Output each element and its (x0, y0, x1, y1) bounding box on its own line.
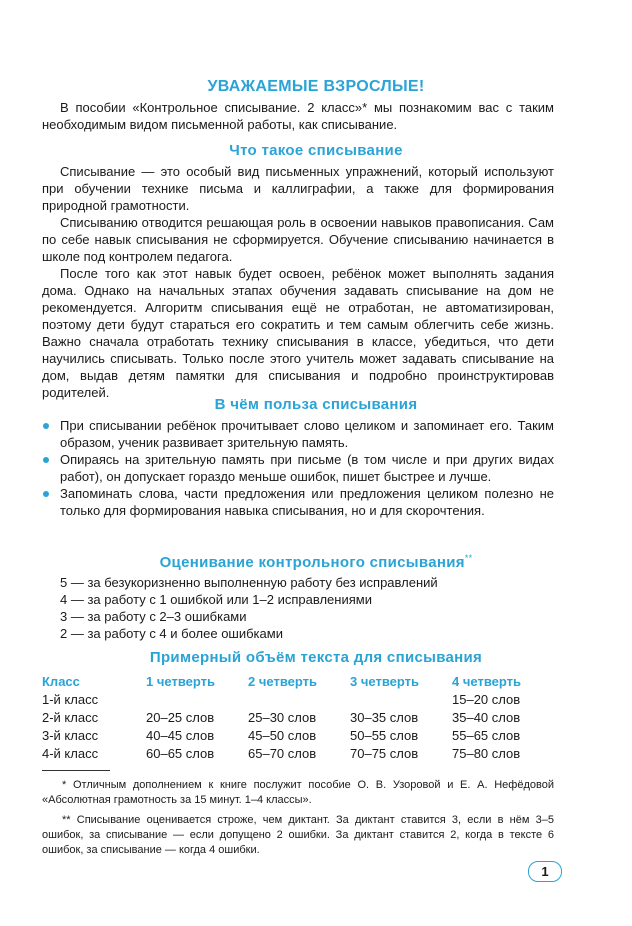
intro-paragraph: В пособии «Контрольное списывание. 2 класс»* мы познакомим вас с таким необходимым видом письменной работы, как списывание. (42, 100, 554, 132)
table-cell: 45–50 слов (248, 727, 317, 743)
section-what-text (42, 163, 554, 401)
column-header: Класс (42, 673, 80, 689)
footnote: * Отличным дополнением к книге послужит пособие О. В. Узоровой и Е. А. Нефёдовой «Абсолютная грамотность за 15 минут. 1–4 классы». (42, 779, 554, 806)
page-title: УВАЖАЕМЫЕ ВЗРОСЛЫЕ! (207, 78, 425, 95)
benefit-list (60, 417, 554, 519)
list-item: Опираясь на зрительную память при письме (в том числе и при других видах работ), он допускает гораздо меньше ошибок, пишет быстрее и лучше. (60, 451, 554, 485)
section-heading-volume: Примерный объём текста для списывания (149, 649, 483, 666)
table-header-row (42, 672, 552, 690)
paragraph: Списывание — это особый вид письменных упражнений, который используют при обучении технике письма и каллиграфии, а также для формирования природной грамотности. (42, 164, 554, 213)
paragraph: После того как этот навык будет освоен, ребёнок может выполнять задания дома. Однако на начальных этапах обучения задавать списывание на дом не рекомендуется. Алгоритм списывания ещё не отработан, не автоматизирован, поэтому дети будут стараться его сократить и тем самым облегчить себе жизнь. Важно сначала отработать технику списывания в классе, убедиться, что дети научились списывать. Только после этого учитель может задавать списывание на дом, выдав детям памятки для списывания и подробно проинструктировав родителей. (42, 266, 554, 400)
list-item: При списывании ребёнок прочитывает слово целиком и запоминает его. Таким образом, ученик развивает зрительную память. (60, 417, 554, 451)
column-header: 3 четверть (350, 673, 419, 689)
footnote-mark: ** (464, 553, 473, 563)
table-cell (146, 690, 248, 708)
section-heading-benefit: В чём польза списывания (214, 396, 418, 413)
table-cell: 60–65 слов (146, 745, 215, 761)
footnotes (42, 778, 554, 858)
column-header: 4 четверть (452, 673, 521, 689)
footnote-divider (42, 770, 110, 771)
volume-table (42, 672, 552, 762)
table-cell: 15–20 слов (452, 691, 521, 707)
table-row (42, 708, 552, 726)
table-cell: 3-й класс (42, 727, 99, 743)
paragraph: Списыванию отводится решающая роль в освоении навыков правописания. Сам по себе навык списывания не сформируется. Обучение списыванию начинается в школе под контролем педагога. (42, 215, 554, 264)
section-heading-grading: Оценивание контрольного списывания** (159, 553, 473, 571)
table-cell: 20–25 слов (146, 709, 215, 725)
bullet-icon (43, 491, 49, 497)
table-cell: 65–70 слов (248, 745, 317, 761)
column-header: 1 четверть (146, 673, 215, 689)
table-cell (350, 690, 452, 708)
grading-list (60, 574, 560, 642)
page-number: 1 (528, 861, 562, 882)
table-cell: 1-й класс (42, 691, 99, 707)
grade-item: 4 — за работу с 1 ошибкой или 1–2 исправлениями (60, 592, 372, 607)
table-row (42, 726, 552, 744)
bullet-icon (43, 423, 49, 429)
grade-item: 3 — за работу с 2–3 ошибками (60, 609, 247, 624)
table-cell: 55–65 слов (452, 727, 521, 743)
table-cell: 40–45 слов (146, 727, 215, 743)
table-cell: 2-й класс (42, 709, 99, 725)
table-cell (248, 690, 350, 708)
table-cell: 30–35 слов (350, 709, 419, 725)
table-cell: 75–80 слов (452, 745, 521, 761)
intro-block (42, 99, 554, 133)
footnote: ** Списывание оценивается строже, чем диктант. За диктант ставится 3, если в нём 3–5 ошибок, за списывание — если допущено 2 ошибки. За диктант ставится 2, когда в тексте 6 ошибок, за списывание — когда 4 ошибки. (42, 814, 554, 856)
table-cell: 35–40 слов (452, 709, 521, 725)
table-cell: 70–75 слов (350, 745, 419, 761)
table-cell: 4-й класс (42, 745, 99, 761)
table-cell: 25–30 слов (248, 709, 317, 725)
bullet-icon (43, 457, 49, 463)
table-row (42, 690, 552, 708)
section-heading-what: Что такое списывание (229, 142, 403, 159)
grade-item: 2 — за работу с 4 и более ошибками (60, 626, 283, 641)
table-row (42, 744, 552, 762)
column-header: 2 четверть (248, 673, 317, 689)
grade-item: 5 — за безукоризненно выполненную работу без исправлений (60, 575, 438, 590)
list-item: Запоминать слова, части предложения или предложения целиком полезно не только для формирования навыка списывания, но и для скорочтения. (60, 485, 554, 519)
table-cell: 50–55 слов (350, 727, 419, 743)
